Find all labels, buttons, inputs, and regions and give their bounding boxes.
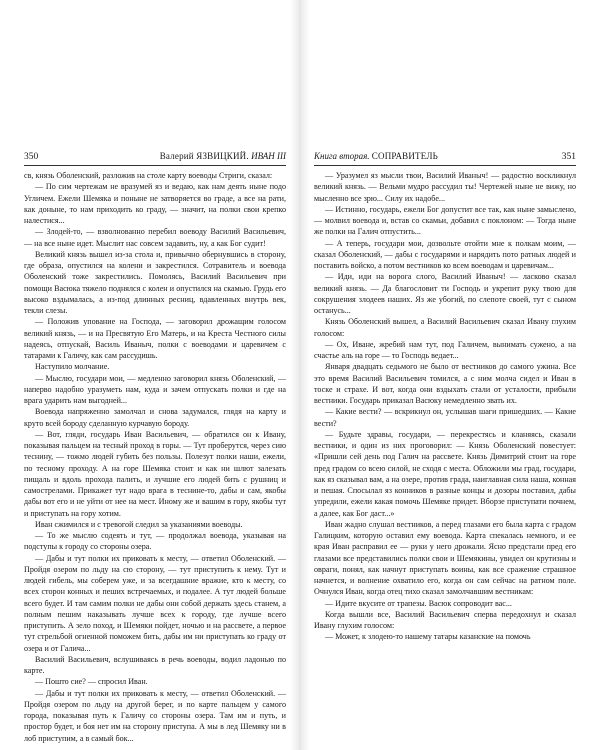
paragraph: Наступило молчание. [35, 362, 110, 372]
paragraph: — Может, к злодею-то нашему татары казанские на помочь [325, 632, 531, 642]
paragraph: Великий князь вышел из-за стола и, привычно обернувшись в сторону, где образа, опустился на колени и закрестился. Сотравитель и воевода Оболенский тоже закрестились. Помолясь, Василий Васильевич при помощи Васюка тяжело поднялся с колен и опустился на скамью. Грудь его высоко вздымалась, а из-под длинных ресниц, вдавленных внутрь век, текли слезы. [24, 249, 286, 315]
paragraph: — Какие вести? — вскрикнул он, услышав шаги пришедших. — Какие вести? [314, 407, 576, 428]
left-header-title [160, 150, 286, 162]
right-page-number: 351 [561, 152, 576, 162]
paragraph: Иван жадно слушал вестников, а перед глазами его была карта с градом Галицким, которую оставил ему воевода. Карта спекалась немного, и ее края Иван расправил ее — руки у него дрожали. Ясно предстали пред его глазами все представились полки свои и Шемякины, увидел он крутизны и овраги, понял, как начнут приступать воины, как все сражение страшное начнется, и волнение охватило его, когда он сам сейчас на ратном поле. Очнулся Иван, когда отец тихо сказал замолчавшим вестникам: [314, 519, 576, 597]
paragraph: — Злодей-то, — взволнованно перебил воеводу Василий Васильевич, — на все ныне идет. Мыслит нас совсем задавить, ну, а как Бог судит! [24, 227, 286, 248]
paragraph: — А теперь, государи мои, дозвольте отойти мне к полкам моим, — сказал Оболенский, — дабы с государями и нарядить пото ратных людей и поставить войско, а потом вестников ко всем воеводам и царевичам... [314, 238, 576, 270]
paragraph: Василий Васильевич, вслушиваясь в речь воеводы, водил ладонью по карте. [24, 654, 286, 675]
left-running-header [24, 150, 286, 166]
paragraph: св, князь Оболенский, разложив на столе карту воеводы Стриги, сказал: [24, 171, 273, 180]
paragraph: — То же мыслю содеять и тут, — продолжал воевода, указывая на подступы к городу со стороны озера. [24, 531, 286, 552]
right-header-title [314, 150, 438, 162]
paragraph: Иван сжимился и с тревогой следил за указаниями воеводы. [35, 519, 243, 529]
paragraph: Января двадцать седьмого не было от вестников до самого ужина. Все это время Василий Васильевич томился, а с ним молча сидел и Иван в тоске и страхе. И вот, когда они вздыхать стали от усталости, прибыли вестники. Государь приказал Васюку немедленно звать их. [314, 362, 576, 405]
left-page [24, 150, 286, 743]
paragraph: — Мыслю, государи мои, — медленно заговорил князь Оболенский, — наперво надобно уразуметь нам, куда и зачем отпускать полки и где на врага ударить нам выгодней... [24, 373, 286, 405]
paragraph: — Уразумел яз мысли твои, Василий Иваныч! — радостно воскликнул великий князь. — Вельми мудро рассудил ты! Чертежей ныне не вижу, но мысленно все зрю... Силу их надобе... [314, 171, 576, 203]
paragraph: Воевода напряженно замолчал и снова задумался, глядя на карту и круто всей бороду сделанную курчавую бороду. [24, 407, 286, 428]
left-page-text [24, 170, 286, 744]
left-page-number: 350 [24, 152, 39, 162]
paragraph: — Истинно, государь, ежели Бог допустит все так, как ныне замыслено, — молвил воевода и, встав со скамьи, добавил с поклоном: — Тогда ныне же полки на Галич отпустить... [314, 204, 576, 237]
book-title: ИВАН III [251, 151, 286, 161]
paragraph: — Идите вкусите от трапезы. Васюк сопроводит вас... [325, 598, 512, 608]
paragraph: — Пошто сие? — спросил Иван. [35, 677, 148, 687]
part-label: Книга вторая. [314, 151, 370, 161]
paragraph: — Дабы и тут полки их приковать к месту, — ответил Оболенский. — Пройдя озером по льду на сю сторону, — тут приступить к нему. Тут и людей гибель, мы соберем уже, и за всегдашние вражие, кто к месту, со всех сторон конных и пеших встречаемых, и подалее. А тут людей больше всего будет. И там самим полки не дабы они собой держать здесь станем, а полным пешим наказывать лучше всех к городу, где лучше всего приступить. А зело поход, и Шемяки пойдет, ночью и на рассвете, а первое тут стрельбой огненной поможем бить, дабы им ни приступать ко граду от озера и от Галича... [24, 553, 286, 653]
right-page [314, 150, 576, 735]
right-page-text [314, 170, 576, 643]
paragraph: Князь Оболенский вышел, а Василий Васильевич сказал Ивану глухим голосом: [314, 317, 576, 338]
paragraph: — Дабы и тут полки их приковать к месту, — ответил Оболенский. — Пройдя озером по льду на другой берег, и по карте пальцем у самого города, показывая путь к Галичу со стороны озера. Там им и путь, и простор будет, и боя нет им на сторону приступа. А мы в лед Шемяку ни в лоб приступим, а в самый бок... [24, 688, 286, 743]
paragraph: — Вот, гляди, государь Иван Васильевич, — обратился он к Ивану, показывая пальцем на тесный проход в горы. — Тут проберутся, через сию теснину, — тожмо людей губить без пользы. Полезут полки наши, ежели, по тесному проходу. А на горе Шемяка стоит и как ни шлют залезать пищаль и вдоль прохода палить, и лучшие его людей бить с рушниц и самострелами. Прикажет тут надо врага в теснине-то, дабы и сам, якобы дабы вот его и не уйти от нее на мест. Иному же и вашим в гору, якобы тут и приступать на гору хотим. [24, 429, 286, 518]
book-gutter [290, 0, 310, 750]
paragraph: — По сим чертежам не вразумей яз и ведаю, как нам деять ныне подо Угличем. Ежели Шемяка и поныне не затворяется во граде, а все на рати, как доныне, то нам приходить ко граду, — значит, на полки свои крепко налестися... [24, 182, 286, 225]
paragraph: — Иди, иди на ворога слого, Василий Иваныч! — ласково сказал великий князь. — Да благословит ти Господь и укрепит руку твою для сокрушения злодеев наших. Яз же убогий, по слепоте своей, тут с сыном останусь... [314, 272, 576, 315]
paragraph: — Будьте здравы, государи, — перекрестясь и кланяясь, сказали вестники, и один из них проговорил: — Князь Оболенский повестует: «Пришли сей день под Галич на рассвете. Князь Димитрий стоит на горе пред градом со всею силой, не сходя с места. Обложили мы град, государи, как яз сказывал вам, а на озере, против града, наиглавная сила наша, конная и пешая. Спосылал яз конников в разные концы и дозоры поставил, дабы упредили, ежели какая помочь Шемяке придет. Вборзе приступати почнем, а далее, как Бог даст...» [314, 429, 576, 518]
paragraph: — Ох, Иване, жребий нам тут, под Галичем, вынимать сужено, а на счастье аль на горе — то Господь ведает... [314, 339, 576, 360]
right-running-header [314, 150, 576, 166]
part-title: СОПРАВИТЕЛЬ [371, 151, 439, 161]
paragraph: Когда вышли все, Василий Васильевич сперва передохнул и сказал Ивану глухим голосом: [314, 609, 576, 630]
author-name: Валерий ЯЗВИЦКИЙ. [159, 151, 249, 161]
paragraph: — Положив упование на Господа, — заговорил дрожащим голосом великий князь, — и на Пресвятую Его Матерь, и на Креста Честного силы надеясь, отпускай, Василь Иваныч, полки с воеводами и царевичем с татарами к Галичу, как сам рассудишь. [24, 317, 286, 360]
